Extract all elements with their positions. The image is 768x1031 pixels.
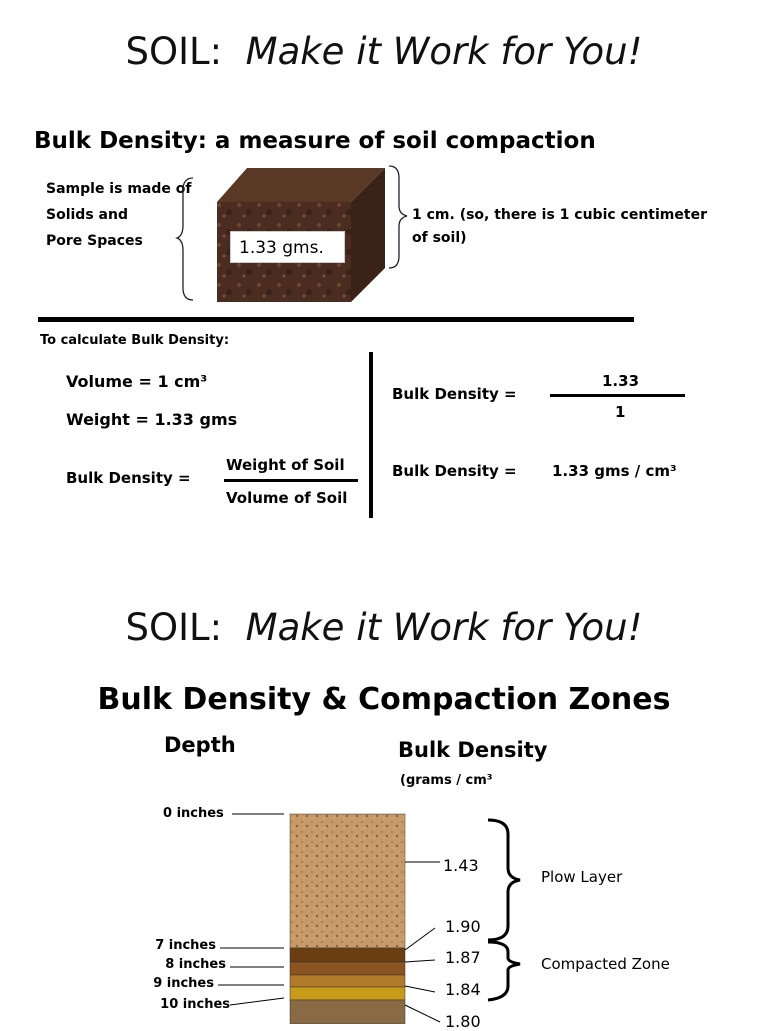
left-brace — [177, 178, 193, 300]
bd-value: 1.84 — [445, 980, 481, 999]
slide2-title — [0, 606, 768, 649]
sample-line: Pore Spaces — [46, 233, 143, 249]
depth-leader — [230, 998, 284, 1005]
value-leader — [405, 986, 435, 992]
compacted-band — [290, 975, 405, 987]
compaction-zones-heading: Bulk Density & Compaction Zones — [97, 682, 671, 717]
bd-header: Bulk Density — [398, 738, 548, 762]
sample-line: Sample is made of — [46, 181, 192, 197]
dimension-line: of soil) — [412, 230, 467, 246]
formula-denominator: Volume of Soil — [226, 489, 348, 507]
vertical-divider — [369, 352, 373, 518]
slide1-title — [0, 30, 768, 73]
plow-layer-block — [290, 814, 405, 948]
depth-label: 7 inches — [155, 938, 216, 953]
calc-denominator: 1 — [615, 403, 626, 421]
compacted-zone-brace — [488, 942, 520, 1000]
bd-value: 1.43 — [443, 856, 479, 875]
value-leader — [405, 928, 435, 950]
compacted-band — [290, 987, 405, 1000]
title-tagline: Make it Work for You! — [245, 30, 643, 73]
depth-label: 0 inches — [163, 806, 224, 821]
bd-result-label: Bulk Density = — [392, 462, 517, 480]
zone-label-compacted: Compacted Zone — [541, 955, 670, 973]
right-brace — [389, 166, 407, 268]
bd-formula-label: Bulk Density = — [66, 469, 191, 487]
calc-fraction-bar — [550, 394, 685, 397]
bd-value: 1.87 — [445, 948, 481, 967]
depth-header: Depth — [164, 733, 236, 757]
formula-numerator: Weight of Soil — [226, 456, 345, 474]
plow-layer-brace — [488, 820, 520, 940]
calc-numerator: 1.33 — [602, 372, 640, 390]
formula-fraction-bar — [224, 479, 358, 482]
cube-weight-label: 1.33 gms. — [230, 231, 345, 263]
title-prefix: SOIL: — [125, 30, 223, 73]
value-leader — [405, 960, 435, 962]
bd-result-value: 1.33 gms / cm³ — [552, 462, 677, 480]
title-tagline: Make it Work for You! — [245, 606, 643, 649]
title-prefix: SOIL: — [125, 606, 223, 649]
dimension-note — [412, 204, 707, 250]
bd-value: 1.80 — [445, 1012, 481, 1031]
weight-line: Weight = 1.33 gms — [66, 410, 238, 429]
value-leader — [405, 1005, 440, 1022]
sample-line: Solids and — [46, 207, 128, 223]
calc-heading: To calculate Bulk Density: — [40, 333, 230, 348]
subsoil-block — [290, 1000, 405, 1024]
dimension-line: 1 cm. (so, there is 1 cubic centimeter — [412, 207, 707, 223]
bulk-density-heading: Bulk Density: a measure of soil compaction — [34, 128, 596, 154]
depth-label: 9 inches — [153, 976, 214, 991]
volume-line: Volume = 1 cm³ — [66, 372, 208, 391]
section-divider — [38, 317, 634, 322]
bd-units: (grams / cm³ — [400, 773, 493, 788]
bd-value: 1.90 — [445, 917, 481, 936]
depth-label: 8 inches — [165, 957, 226, 972]
bd-calc-label: Bulk Density = — [392, 385, 517, 403]
zone-label-plow: Plow Layer — [541, 868, 623, 886]
compacted-band — [290, 962, 405, 975]
compacted-band — [290, 948, 405, 962]
sample-description — [46, 176, 191, 254]
depth-label: 10 inches — [160, 997, 230, 1012]
